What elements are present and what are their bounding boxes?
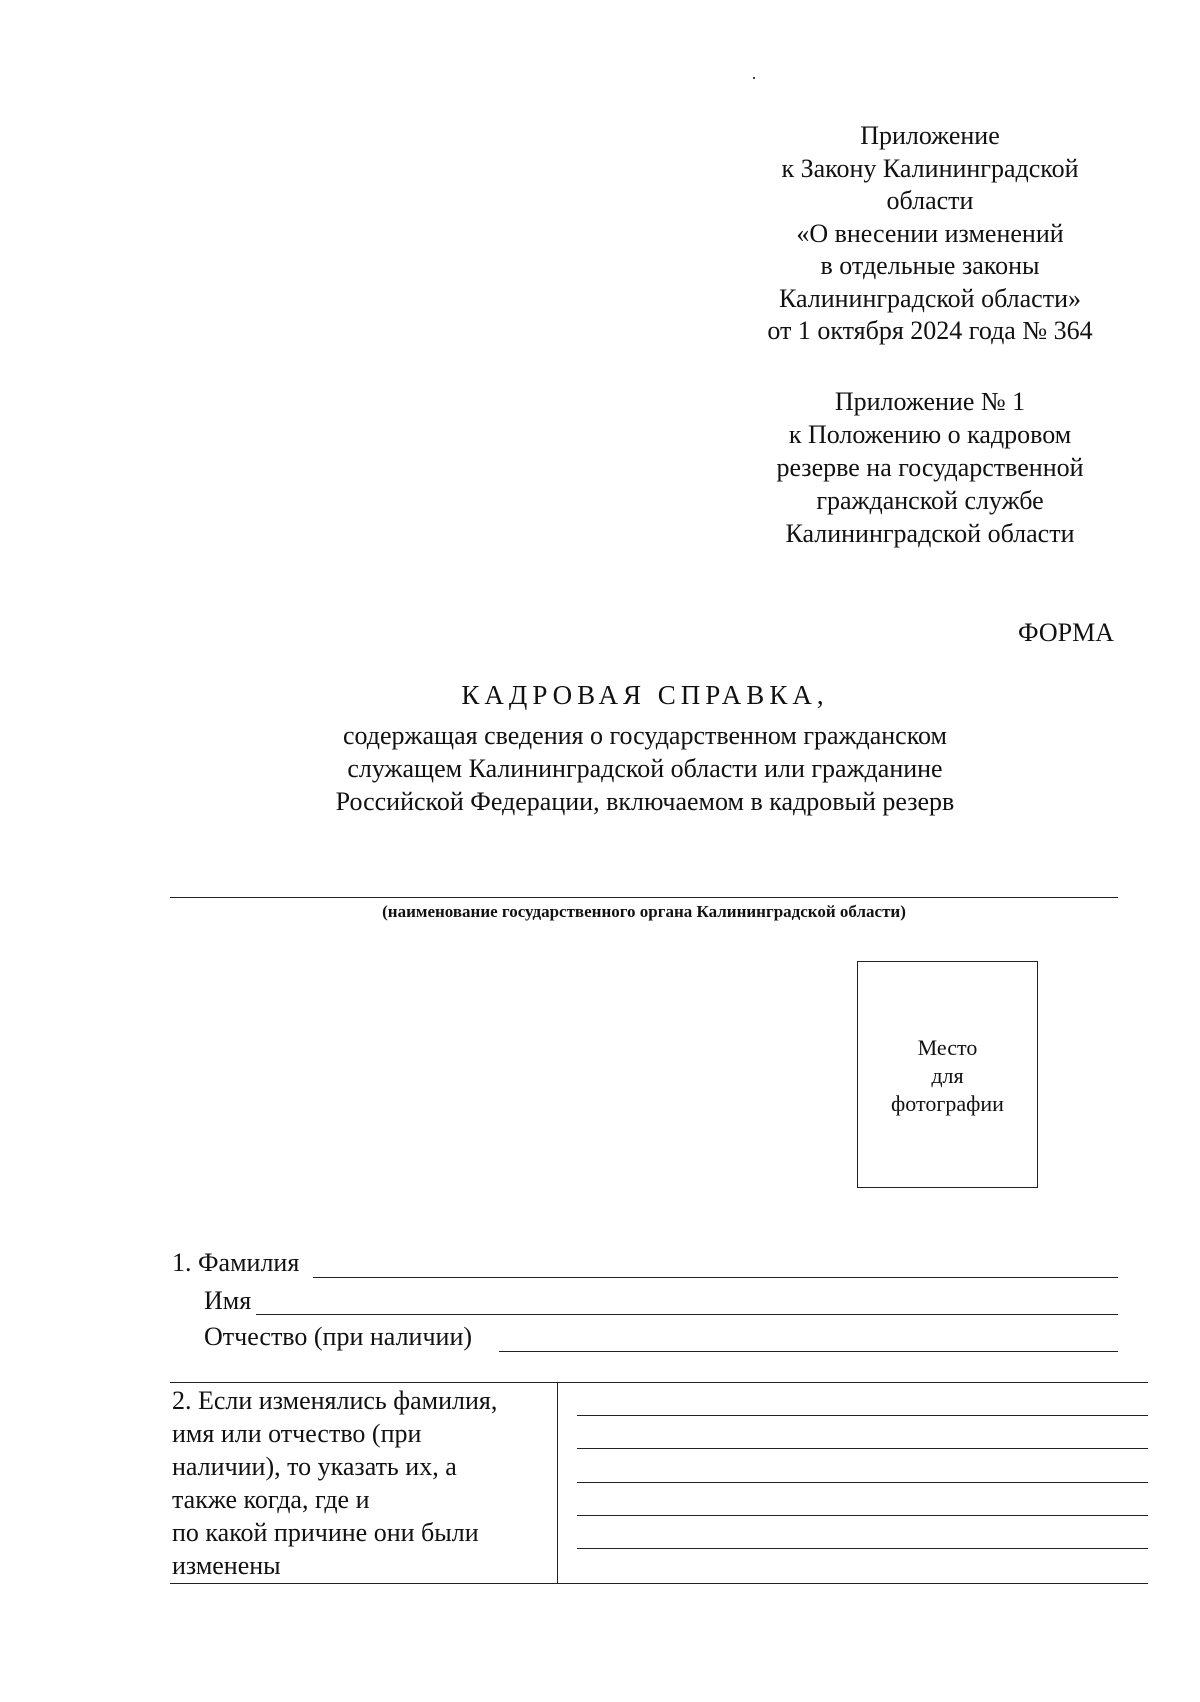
appendix-regulation-line: Калининградской области bbox=[785, 519, 1075, 548]
appendix-regulation-header bbox=[700, 385, 1160, 550]
name-change-answer-line[interactable] bbox=[577, 1515, 1148, 1516]
document-title: КАДРОВАЯ СПРАВКА, bbox=[461, 680, 829, 710]
photo-placeholder-line: Место bbox=[917, 1035, 978, 1060]
organization-caption: (наименование государственного органа Калининградской области) bbox=[382, 902, 906, 921]
patronymic-label: Отчество (при наличии) bbox=[204, 1322, 473, 1351]
photo-placeholder-box bbox=[857, 961, 1038, 1188]
photo-placeholder-line: для bbox=[931, 1063, 964, 1088]
name-change-answer-line[interactable] bbox=[577, 1415, 1148, 1416]
photo-placeholder-text bbox=[858, 1034, 1037, 1118]
patronymic-field[interactable] bbox=[499, 1351, 1118, 1352]
table-column-divider bbox=[557, 1382, 558, 1583]
appendix-regulation-line: гражданской службе bbox=[816, 486, 1044, 515]
question-line: имя или отчество (при bbox=[172, 1419, 422, 1448]
name-change-question bbox=[172, 1384, 552, 1582]
surname-label: 1. Фамилия bbox=[172, 1248, 300, 1277]
name-change-answer-line[interactable] bbox=[577, 1448, 1148, 1449]
question-line: 2. Если изменялись фамилия, bbox=[172, 1386, 498, 1415]
question-line: также когда, где и bbox=[172, 1485, 370, 1514]
name-change-answer-line[interactable] bbox=[577, 1482, 1148, 1483]
name-label: Имя bbox=[204, 1286, 252, 1315]
scan-speck bbox=[753, 77, 755, 79]
appendix-law-line: области bbox=[886, 186, 974, 215]
question-line: по какой причине они были bbox=[172, 1518, 479, 1547]
name-field[interactable] bbox=[256, 1314, 1118, 1315]
appendix-law-line: «О внесении изменений bbox=[796, 218, 1064, 248]
appendix-regulation-line: Приложение № 1 bbox=[834, 387, 1026, 416]
table-top-border bbox=[170, 1382, 1148, 1383]
subtitle-line: содержащая сведения о государственном гражданском bbox=[342, 721, 947, 750]
appendix-regulation-line: резерве на государственной bbox=[776, 453, 1084, 482]
question-line: изменены bbox=[172, 1551, 281, 1580]
appendix-law-header bbox=[700, 120, 1160, 348]
surname-field[interactable] bbox=[313, 1277, 1118, 1278]
photo-placeholder-line: фотографии bbox=[891, 1091, 1004, 1116]
name-change-answer-line[interactable] bbox=[577, 1548, 1148, 1549]
appendix-law-line: к Закону Калининградской bbox=[781, 153, 1079, 183]
document-subtitle bbox=[250, 719, 1040, 818]
subtitle-line: служащем Калининградской области или гражданине bbox=[347, 754, 943, 783]
appendix-law-line: в отдельные законы bbox=[820, 251, 1040, 280]
subtitle-line: Российской Федерации, включаемом в кадровый резерв bbox=[335, 787, 955, 816]
organization-field-line[interactable] bbox=[170, 897, 1118, 898]
forma-label: ФОРМА bbox=[1018, 618, 1114, 647]
appendix-law-line: Приложение bbox=[860, 121, 1000, 150]
question-line: наличии), то указать их, а bbox=[172, 1452, 457, 1481]
appendix-law-line: Калининградской области» bbox=[778, 283, 1081, 313]
appendix-law-line: от 1 октября 2024 года № 364 bbox=[767, 316, 1093, 345]
table-bottom-border bbox=[170, 1583, 1148, 1584]
appendix-regulation-line: к Положению о кадровом bbox=[788, 420, 1072, 449]
